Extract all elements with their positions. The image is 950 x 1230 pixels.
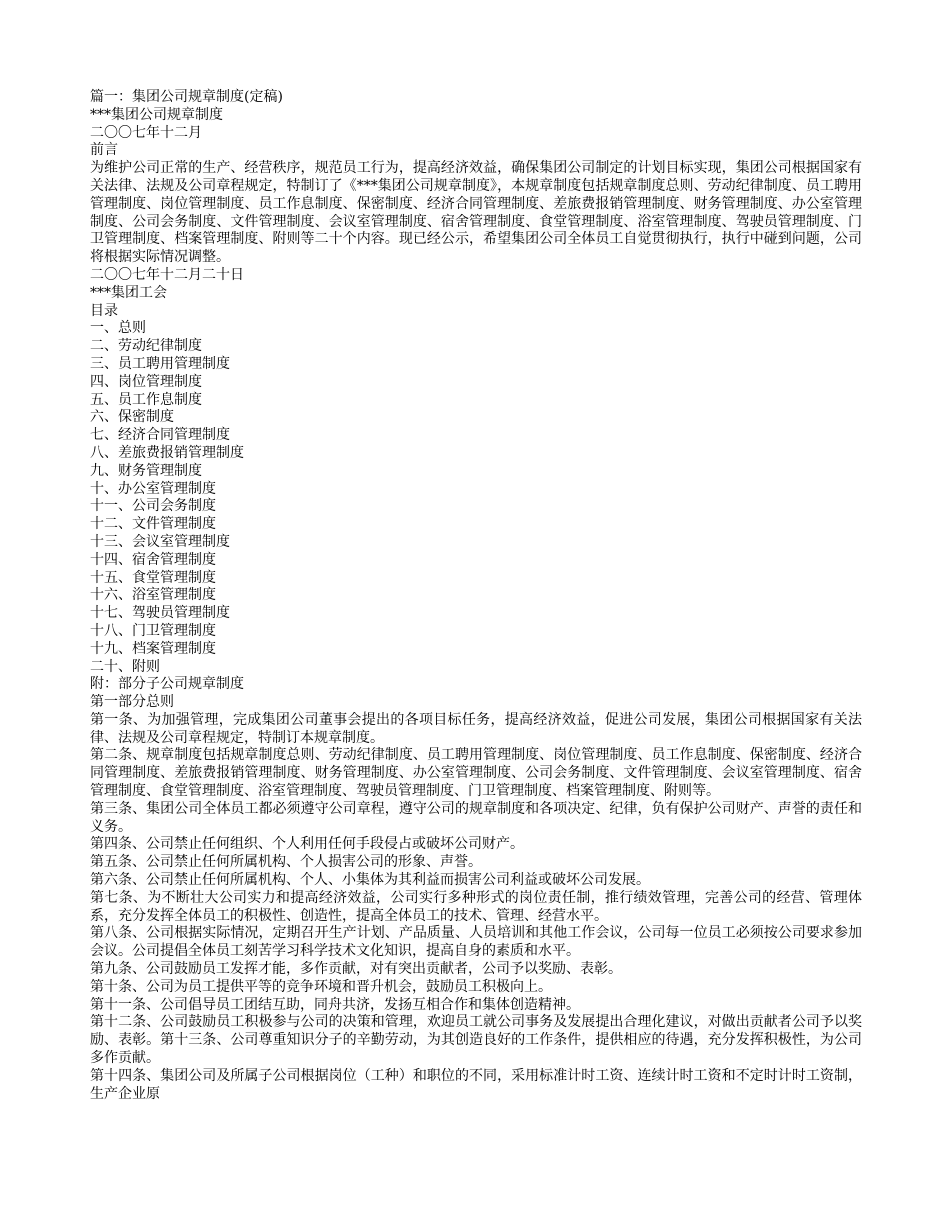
article-paragraph: 第八条、公司根据实际情况，定期召开生产计划、产品质量、人员培训和其他工作会议，公司每一位员工必须按公司要求参加会议。公司提倡全体员工刻苦学习科学技术文化知识，提高自身的素质和水平。 bbox=[90, 925, 862, 960]
document-subtitle: ***集团公司规章制度 bbox=[90, 106, 223, 123]
toc-item: 十一、公司会务制度 bbox=[90, 498, 216, 515]
article-paragraph: 第二条、规章制度包括规章制度总则、劳动纪律制度、员工聘用管理制度、岗位管理制度、员工作息制度、保密制度、经济合同管理制度、差旅费报销管理制度、财务管理制度、办公室管理制度、公司会务制度、文件管理制度、会议室管理制度、宿舍管理制度、食堂管理制度、浴室管理制度、驾驶员管理制度、门卫管理制度、档案管理制度、附则等。 bbox=[90, 747, 862, 800]
toc-item: 五、员工作息制度 bbox=[90, 391, 202, 408]
article-paragraph: 第十二条、公司鼓励员工积极参与公司的决策和管理，欢迎员工就公司事务及发展提出合理化建议，对做出贡献者公司予以奖励、表彰。第十三条、公司尊重知识分子的辛勤劳动，为其创造良好的工作条件，提供相应的待遇，充分发挥积极性，为公司多作贡献。 bbox=[90, 1014, 862, 1067]
toc-item: 一、总则 bbox=[90, 320, 146, 337]
toc-heading: 目录 bbox=[90, 302, 118, 319]
toc-item: 二、劳动纪律制度 bbox=[90, 338, 202, 355]
toc-item: 十、办公室管理制度 bbox=[90, 480, 216, 497]
article-paragraph: 第三条、集团公司全体员工都必须遵守公司章程，遵守公司的规章制度和各项决定、纪律，负有保护公司财产、声誉的责任和义务。 bbox=[90, 800, 862, 835]
toc-item: 十四、宿舍管理制度 bbox=[90, 551, 216, 568]
toc-item: 七、经济合同管理制度 bbox=[90, 427, 230, 444]
toc-item: 十五、食堂管理制度 bbox=[90, 569, 216, 586]
toc-item: 二十、附则 bbox=[90, 658, 160, 675]
toc-item: 十二、文件管理制度 bbox=[90, 516, 216, 533]
preface-body: 为维护公司正常的生产、经营秩序，规范员工行为，提高经济效益，确保集团公司制定的计划目标实现，集团公司根据国家有关法律、法规及公司章程规定，特制订了《***集团公司规章制度》，本规章制度包括规章制度总则、劳动纪律制度、员工聘用管理制度、岗位管理制度、员工作息制度、保密制度、经济合同管理制度、差旅费报销管理制度、财务管理制度、办公室管理制度、公司会务制度、文件管理制度、会议室管理制度、宿舍管理制度、食堂管理制度、浴室管理制度、驾驶员管理制度、门卫管理制度、档案管理制度、附则等二十个内容。现已经公示，希望集团公司全体员工自觉贯彻执行，执行中碰到问题，公司将根据实际情况调整。 bbox=[90, 160, 862, 266]
issue-date: 二〇〇七年十二月 bbox=[90, 124, 202, 141]
toc-item: 十七、驾驶员管理制度 bbox=[90, 605, 230, 622]
article-paragraph: 第六条、公司禁止任何所属机构、个人、小集体为其利益而损害公司利益或破坏公司发展。 bbox=[90, 872, 650, 889]
document-body bbox=[90, 89, 862, 1103]
toc-item: 四、岗位管理制度 bbox=[90, 373, 202, 390]
article-paragraph: 第十四条、集团公司及所属子公司根据岗位（工种）和职位的不同，采用标准计时工资、连续计时工资和不定时计时工资制，生产企业原 bbox=[90, 1067, 862, 1102]
article-paragraph: 第四条、公司禁止任何组织、个人利用任何手段侵占或破坏公司财产。 bbox=[90, 836, 524, 853]
toc-item: 十三、会议室管理制度 bbox=[90, 533, 230, 550]
toc-item: 六、保密制度 bbox=[90, 409, 174, 426]
article-paragraph: 第五条、公司禁止任何所属机构、个人损害公司的形象、声誉。 bbox=[90, 854, 482, 871]
part-heading: 第一部分总则 bbox=[90, 694, 174, 711]
article-paragraph: 第七条、为不断壮大公司实力和提高经济效益，公司实行多种形式的岗位责任制，推行绩效管理，完善公司的经营、管理体系，充分发挥全体员工的积极性、创造性，提高全体员工的技术、管理、经营水平。 bbox=[90, 889, 862, 924]
toc-item: 十六、浴室管理制度 bbox=[90, 587, 216, 604]
toc-item: 十八、门卫管理制度 bbox=[90, 622, 216, 639]
article-paragraph: 第十一条、公司倡导员工团结互助，同舟共济，发扬互相合作和集体创造精神。 bbox=[90, 996, 580, 1013]
toc-item: 八、差旅费报销管理制度 bbox=[90, 444, 244, 461]
appendix-line: 附：部分子公司规章制度 bbox=[90, 676, 244, 693]
toc-item: 九、财务管理制度 bbox=[90, 462, 202, 479]
article-paragraph: 第十条、公司为员工提供平等的竞争环境和晋升机会，鼓励员工积极向上。 bbox=[90, 978, 552, 995]
toc-item: 十九、档案管理制度 bbox=[90, 640, 216, 657]
article-paragraph: 第一条、为加强管理，完成集团公司董事会提出的各项目标任务，提高经济效益，促进公司发展，集团公司根据国家有关法律、法规及公司章程规定，特制订本规章制度。 bbox=[90, 711, 862, 746]
preface-date: 二〇〇七年十二月二十日 bbox=[90, 266, 244, 283]
toc-item: 三、员工聘用管理制度 bbox=[90, 355, 230, 372]
preface-heading: 前言 bbox=[90, 142, 118, 159]
preface-signature: ***集团工会 bbox=[90, 284, 167, 301]
article-paragraph: 第九条、公司鼓励员工发挥才能，多作贡献，对有突出贡献者，公司予以奖励、表彰。 bbox=[90, 961, 622, 978]
document-title: 篇一：集团公司规章制度(定稿) bbox=[90, 89, 283, 105]
